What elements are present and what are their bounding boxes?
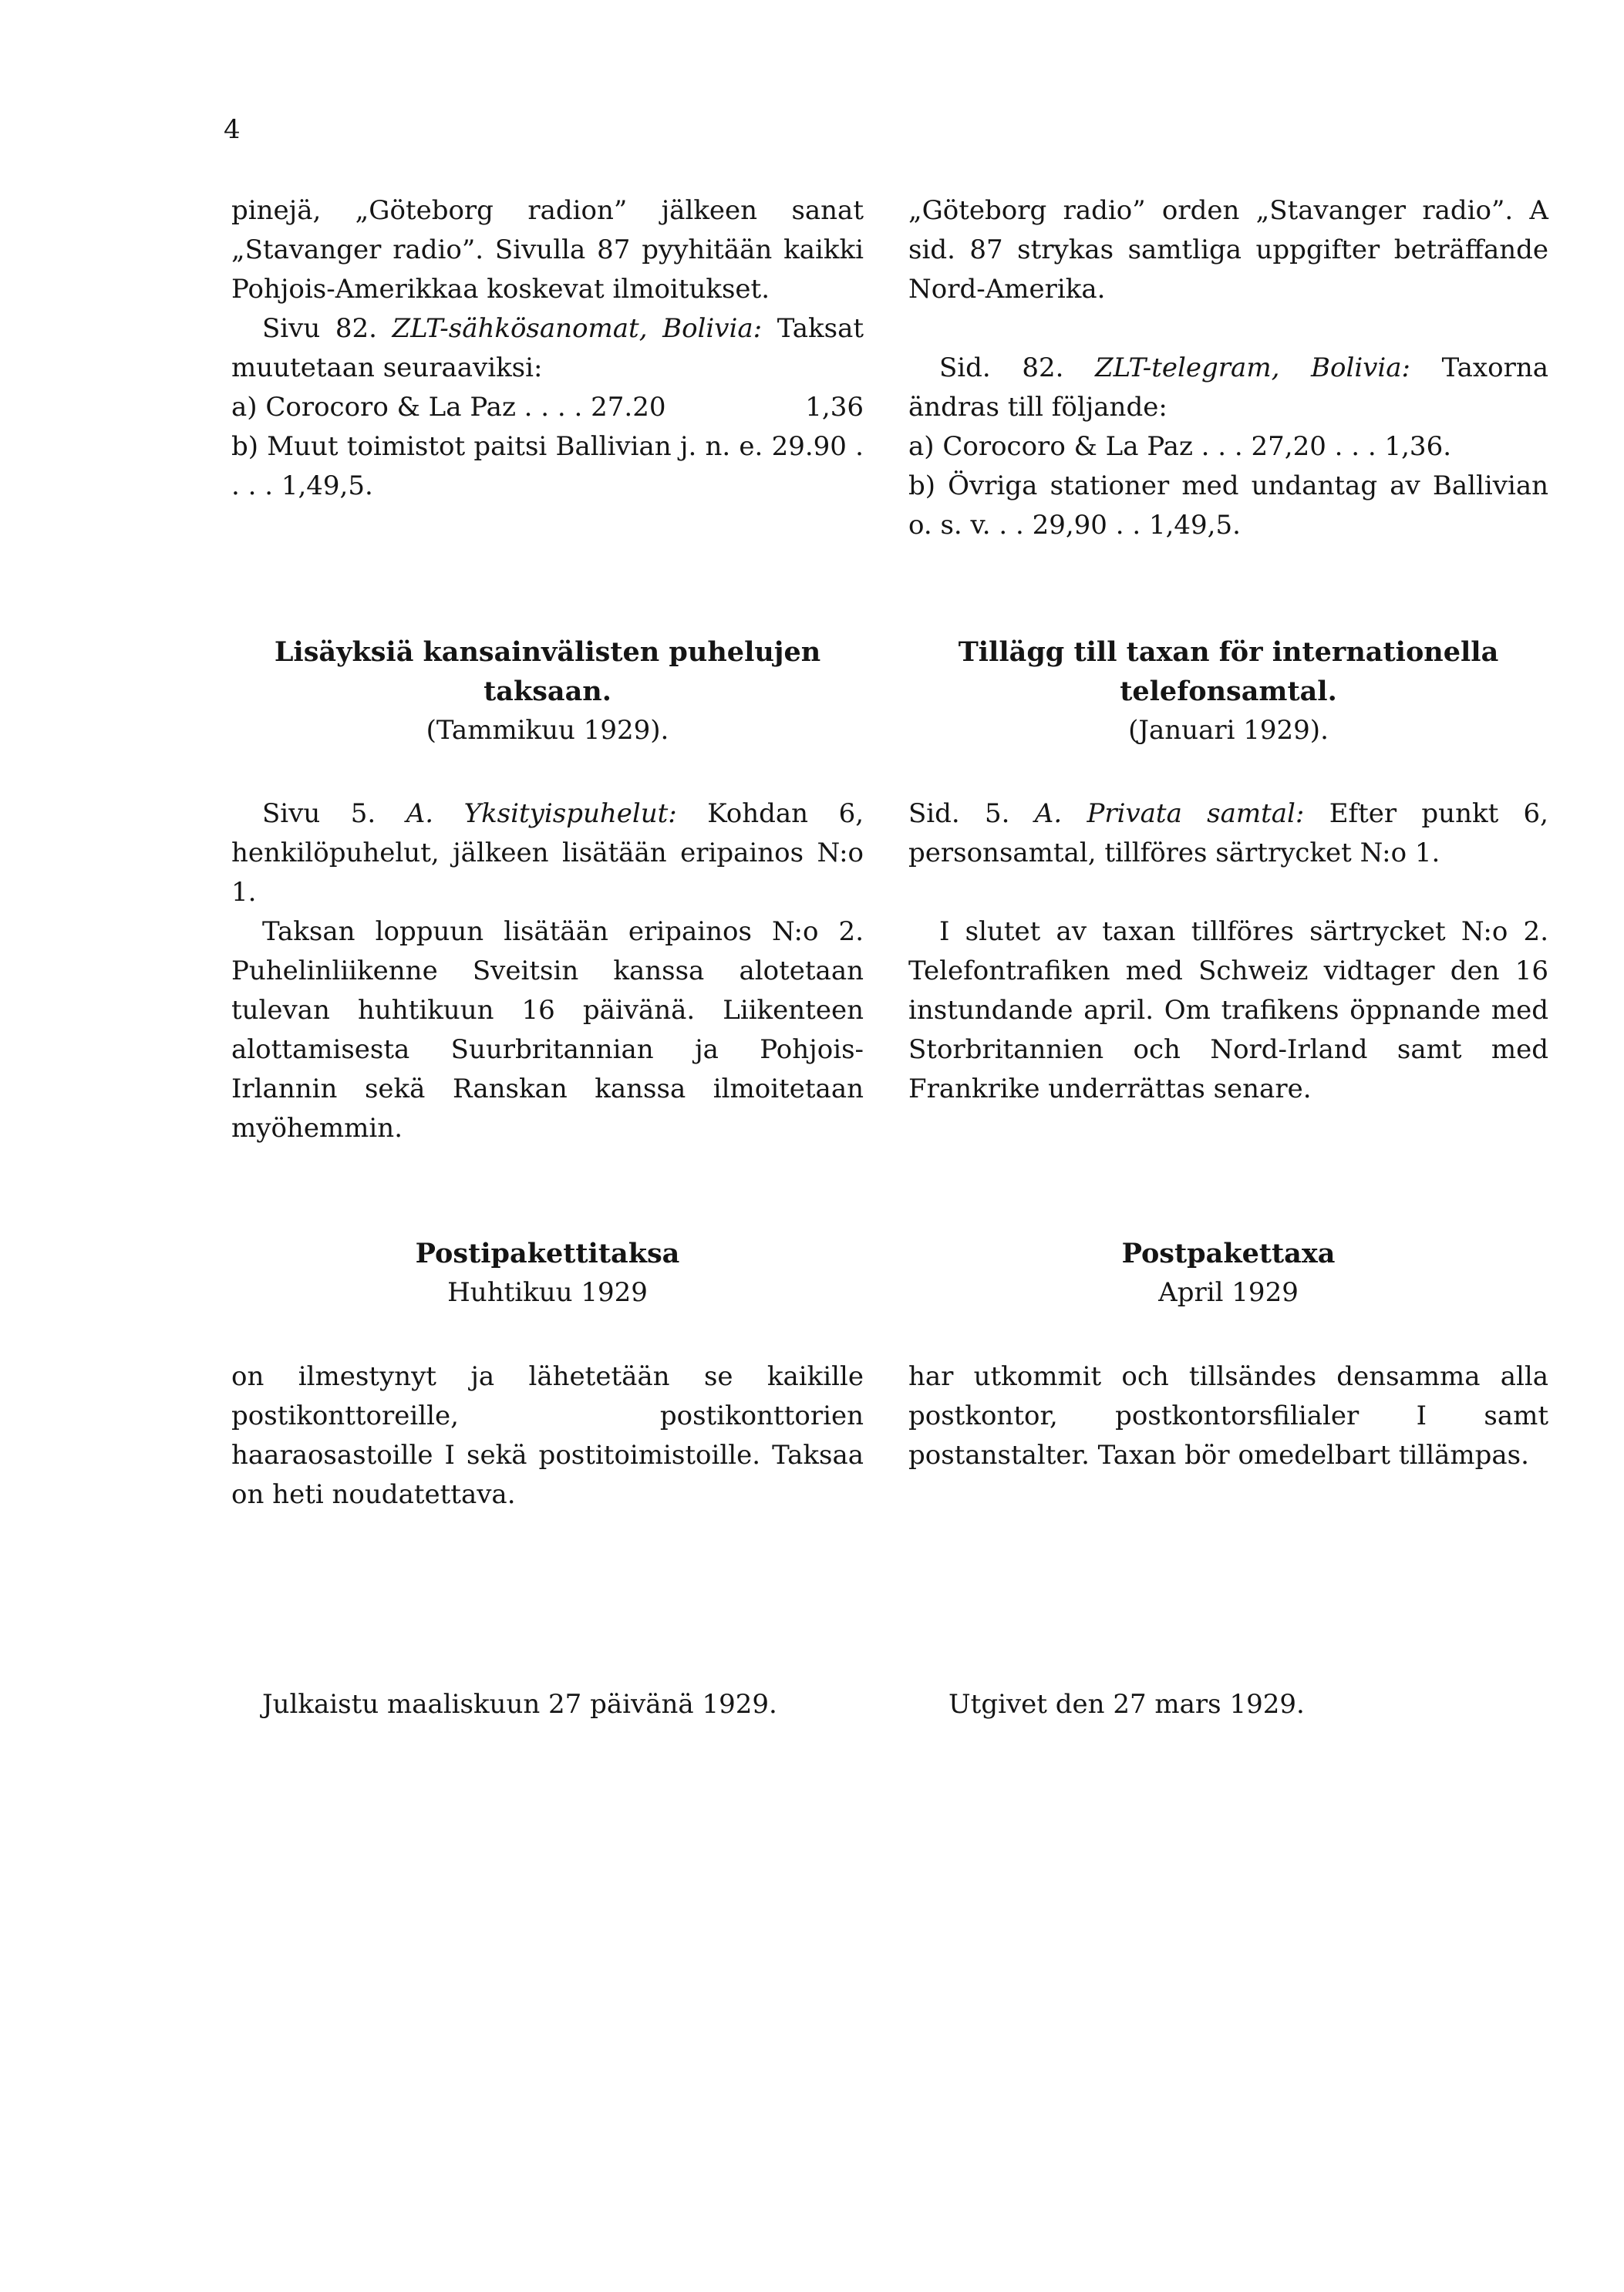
fi-phone-heading-line2: taksaan. xyxy=(483,676,612,707)
sv-phone-title: Privata samtal: xyxy=(1087,798,1305,829)
page-number: 4 xyxy=(224,114,241,145)
fi-phone-section: A. xyxy=(406,798,434,829)
fi-rate-b: b) Muut toimistot paitsi Ballivian j. n. e. 29.90 . . . . 1,49,5. xyxy=(231,431,864,501)
sv-phone-page-ref: Sid. 5. xyxy=(908,798,1010,829)
sv-phone-paragraph-2: I slutet av taxan tillföres särtrycket N:o 2. Telefontrafiken med Schweiz vidtager den 16 instundande april. Om trafikens öppnande med Storbritannien och Nord-Irland samt med Frankrike underrättas senare. xyxy=(908,916,1548,1104)
sv-parcel-heading: Postpakettaxa xyxy=(1121,1238,1336,1269)
fi-parcel-date: Huhtikuu 1929 xyxy=(447,1277,648,1308)
sv-phone-text: Efter punkt 6, personsamtal, tillföres särtrycket N:o 1. xyxy=(908,798,1548,868)
fi-bolivia-title: ZLT-sähkösanomat, Bolivia: xyxy=(392,313,763,344)
sv-phone-paragraph-1 xyxy=(908,794,1548,873)
sv-phone-body xyxy=(908,794,1548,1109)
fi-parcel-heading-block xyxy=(231,1234,864,1313)
fi-parcel-body xyxy=(231,1357,864,1515)
fi-phone-body xyxy=(231,794,864,1148)
fi-phone-title: Yksityispuhelut: xyxy=(463,798,677,829)
sv-intro xyxy=(908,191,1548,545)
fi-phone-heading-block xyxy=(231,632,864,750)
sv-rate-a: a) Corocoro & La Paz . . . 27,20 . . . 1,36. xyxy=(908,431,1452,462)
fi-phone-paragraph-1 xyxy=(231,794,864,912)
sv-bolivia-title: ZLT-telegram, Bolivia: xyxy=(1095,352,1410,383)
fi-rate-a-label: a) Corocoro & La Paz . . . . 27.20 xyxy=(231,392,666,423)
fi-phone-paragraph-2: Taksan loppuun lisätään eripainos N:o 2. Puhelinliikenne Sveitsin kanssa alotetaan tulevan huhtikuun 16 päivänä. Liikenteen alottamisesta Suurbritannian ja Pohjois-Irlannin sekä Ranskan kanssa ilmoitetaan myöhemmin. xyxy=(231,916,864,1144)
sv-parcel-body xyxy=(908,1357,1548,1475)
sv-intro-paragraph: „Göteborg radio” orden „Stavanger radio”. A sid. 87 strykas samtliga uppgifter beträffande Nord-Amerika. xyxy=(908,195,1548,305)
fi-intro xyxy=(231,191,864,506)
sv-phone-heading-block xyxy=(908,632,1548,750)
fi-bolivia-text: Taksat muutetaan seuraaviksi: xyxy=(231,313,864,383)
sv-page-ref: Sid. 82. xyxy=(939,352,1064,383)
fi-phone-date: (Tammikuu 1929). xyxy=(426,715,669,746)
sv-bolivia-paragraph xyxy=(908,349,1548,427)
fi-rate-a xyxy=(231,388,864,427)
fi-intro-paragraph: pinejä, „Göteborg radion” jälkeen sanat „Stavanger radio”. Sivulla 87 pyyhitään kaikki Pohjois-Amerikkaa koskevat ilmoitukset. xyxy=(231,195,864,305)
sv-rate-b: b) Övriga stationer med undantag av Ballivian o. s. v. . . 29,90 . . 1,49,5. xyxy=(908,470,1548,541)
fi-published: Julkaistu maaliskuun 27 päivänä 1929. xyxy=(262,1689,777,1720)
sv-phone-heading-line2: telefonsamtal. xyxy=(1120,676,1337,707)
sv-parcel-heading-block xyxy=(908,1234,1548,1313)
sv-phone-section: A. xyxy=(1034,798,1063,829)
fi-parcel-paragraph: on ilmestynyt ja lähetetään se kaikille postikonttoreille, postikonttorien haaraosastoille I sekä postitoimistoille. Taksaa on heti noudatettava. xyxy=(231,1361,864,1510)
fi-phone-page-ref: Sivu 5. xyxy=(262,798,376,829)
sv-published: Utgivet den 27 mars 1929. xyxy=(948,1689,1305,1720)
fi-phone-heading: Lisäyksiä kansainvälisten puhelujen xyxy=(274,636,821,668)
sv-phone-date: (Januari 1929). xyxy=(1128,715,1329,746)
sv-parcel-paragraph: har utkommit och tillsändes densamma alla postkontor, postkontorsfilialer I samt postanstalter. Taxan bör omedelbart tillämpas. xyxy=(908,1361,1548,1471)
sv-phone-heading: Tillägg till taxan för internationella xyxy=(958,636,1499,668)
fi-bolivia-paragraph xyxy=(231,309,864,388)
fi-rate-a-value: 1,36 xyxy=(805,392,864,423)
fi-parcel-heading: Postipakettitaksa xyxy=(415,1238,680,1269)
sv-parcel-date: April 1929 xyxy=(1158,1277,1299,1308)
fi-phone-text: Kohdan 6, henkilöpuhelut, jälkeen lisätään eripainos N:o 1. xyxy=(231,798,864,908)
sv-bolivia-text: Taxorna ändras till följande: xyxy=(908,352,1548,423)
fi-page-ref: Sivu 82. xyxy=(262,313,377,344)
